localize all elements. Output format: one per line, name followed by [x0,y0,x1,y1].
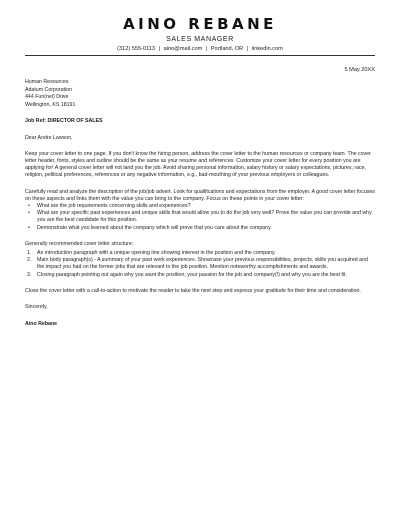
structure-list [25,250,375,279]
contact-email[interactable]: aino@mail.com [163,46,203,52]
signer-name: Aino Rebane [25,321,58,328]
list-item: • What are the job requirements concerning skills and experiences? [25,203,375,210]
applicant-title: SALES MANAGER [166,36,234,43]
list-item [25,257,375,271]
body-paragraph-1: Keep your cover letter to one page. If you don't know the hiring person, address the cover letter to the human resources or company team. The cover letter header, fonts, styles and outline should be the same as your resume and references. Customize your cover letter for every position you are applying for! A general cover letter will not land you the job. Avoid sharing personal information, salary history or salary expectations, pictures, race, religion, political preferences, references or any negative information, e.g., bad-mouthing of your previous employers or colleagues. [25,150,371,179]
list-number: 1. [27,250,32,257]
contact-separator: | [158,46,161,52]
list-text: Closing paragraph pointing out again why you want the position, your passion for the job and company(!) and why you are the best fit. [37,271,347,278]
recipient-address [25,79,375,109]
body-paragraph-2: Carefully read and analyze the description of the job/job advert. Look for qualifications and expectations from the employer. A good cover letter focuses on these aspects and links them with the value you can bring to the company. Focus on these points in your cover letter: [25,188,375,202]
recipient-line: Human Resources [25,79,69,85]
contact-phone: (312) 555-0113 [117,46,156,52]
job-reference: Job Ref: DIRECTOR OF SALES [25,118,103,125]
contact-separator: | [205,46,208,52]
contact-location: Portland, OR [210,46,244,52]
list-item: • What are your specific past experiences and unique skills that would allow you to do the job very well? Prove the value you can provide and why you are the best candidate for this position. [25,210,375,224]
contact-linkedin[interactable]: linkedin.com [251,46,283,52]
list-number: 3. [27,271,32,278]
contact-line [25,46,375,53]
list-text: An introduction paragraph with a unique opening line showing interest in the position and the company. [37,250,276,257]
letter-header [25,0,375,56]
contact-separator: | [246,46,249,52]
applicant-name: AINO REBANE [123,15,277,33]
letter-date: 5 May 20XX [344,67,375,73]
header-divider [25,55,375,56]
focus-points-list [25,203,375,232]
list-item: • Demonstrate what you learned about the company which will prove that you care about the company. [25,225,375,232]
list-item [25,250,375,257]
recipient-line: 444 Fun(nel) Drive [25,94,69,101]
recipient-line: Wellington, KS 18191 [25,101,76,108]
salutation: Dear Andre Lawson, [25,134,73,141]
sign-off: Sincerely, [25,304,48,311]
closing-paragraph: Close the cover letter with a call-to-action to motivate the reader to take the next step and express your gratitude for their time and consideration. [25,287,361,294]
list-number: 2. [27,257,32,264]
structure-intro: Generally recommended cover letter structure: [25,240,134,247]
list-item [25,272,375,279]
recipient-line: Adatum Corporation [25,86,72,93]
list-text: Main body paragraph(s) - A summary of your past work experiences. Showcase your previous responsibilities, projects, skills you acquired and the impact you had on the former jobs that are relevant to the job position. Mention noteworthy accomplishments and awards. [37,257,368,271]
letter-body [25,79,375,328]
